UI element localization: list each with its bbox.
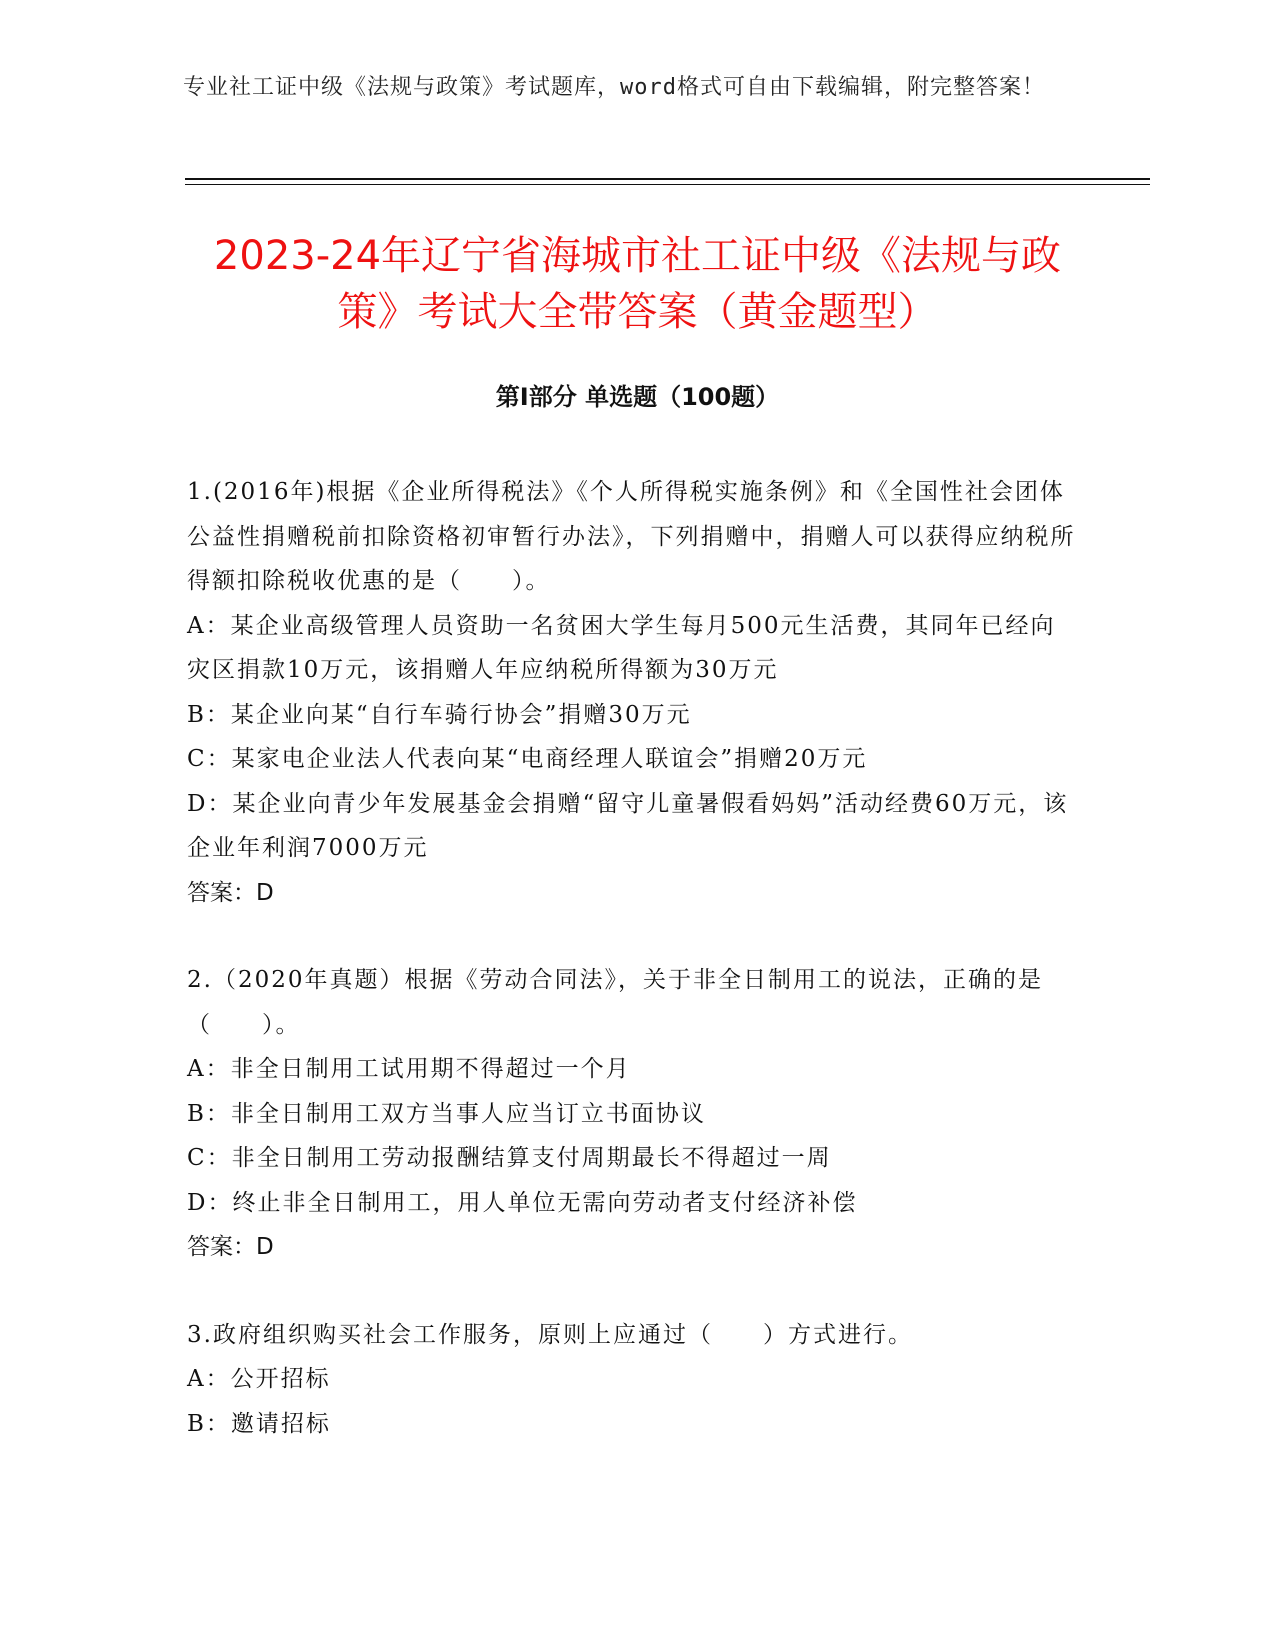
option-b: B：邀请招标 bbox=[187, 1410, 331, 1437]
answer: 答案：D bbox=[187, 879, 274, 906]
question-1 bbox=[187, 470, 1077, 915]
option-a: A：公开招标 bbox=[187, 1366, 331, 1392]
option-b: B：某企业向某“自行车骑行协会”捐赠30万元 bbox=[187, 701, 692, 728]
document-title: 2023-24年辽宁省海城市社工证中级《法规与政策》考试大全带答案（黄金题型） bbox=[213, 233, 1062, 335]
question-stem: 3.政府组织购买社会工作服务，原则上应通过（ ）方式进行。 bbox=[187, 1321, 913, 1348]
question-2 bbox=[187, 958, 1077, 1270]
option-c: C：非全日制用工劳动报酬结算支付周期最长不得超过一周 bbox=[187, 1145, 832, 1171]
header-note: 专业社工证中级《法规与政策》考试题库，word格式可自由下载编辑，附完整答案！ bbox=[183, 75, 1045, 100]
option-b: B：非全日制用工双方当事人应当订立书面协议 bbox=[187, 1100, 706, 1127]
question-stem: 1.(2016年)根据《企业所得税法》《个人所得税实施条例》和《全国性社会团体公益性捐赠税前扣除资格初审暂行办法》，下列捐赠中，捐赠人可以获得应纳税所得额扣除税收优惠的是（ ）。 bbox=[187, 479, 1076, 594]
header-divider-thick bbox=[185, 178, 1150, 180]
option-a: A：某企业高级管理人员资助一名贫困大学生每月500元生活费，其同年已经向灾区捐款10万元，该捐赠人年应纳税所得额为30万元 bbox=[187, 612, 1056, 683]
question-stem: 2.（2020年真题）根据《劳动合同法》，关于非全日制用工的说法，正确的是（ ）。 bbox=[187, 967, 1043, 1038]
option-a: A：非全日制用工试用期不得超过一个月 bbox=[187, 1056, 631, 1082]
section-title: 第I部分 单选题（100题） bbox=[495, 383, 780, 411]
question-list bbox=[187, 470, 1077, 1489]
option-d: D：终止非全日制用工，用人单位无需向劳动者支付经济补偿 bbox=[187, 1189, 858, 1216]
question-3 bbox=[187, 1313, 1077, 1447]
answer: 答案：D bbox=[187, 1234, 274, 1260]
header-divider-thin bbox=[185, 184, 1150, 185]
option-d: D：某企业向青少年发展基金会捐赠“留守儿童暑假看妈妈”活动经费60万元，该企业年利润7000万元 bbox=[187, 790, 1069, 861]
option-c: C：某家电企业法人代表向某“电商经理人联谊会”捐赠20万元 bbox=[187, 746, 868, 772]
